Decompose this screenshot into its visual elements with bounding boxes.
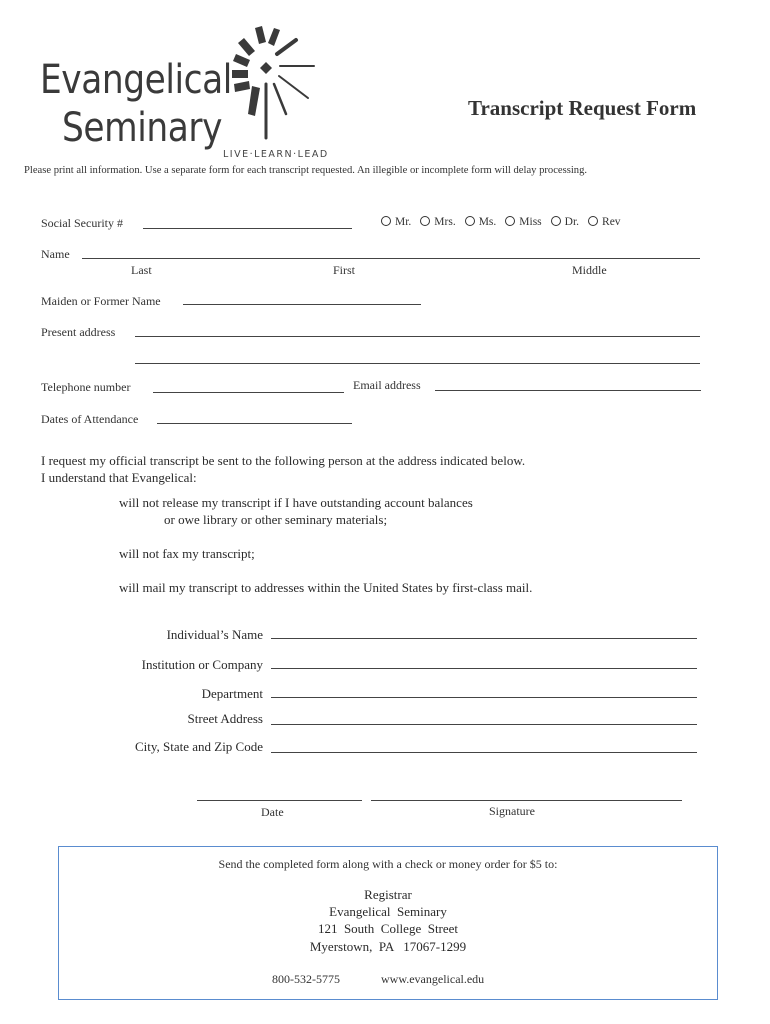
name-middle-caption: Middle xyxy=(572,263,607,277)
radio-icon xyxy=(588,216,598,226)
email-field[interactable] xyxy=(435,390,701,391)
ssn-field[interactable] xyxy=(143,228,352,229)
department-field[interactable] xyxy=(271,697,697,698)
radio-icon xyxy=(551,216,561,226)
address-field-line2[interactable] xyxy=(135,363,700,364)
mailing-intro: Send the completed form along with a check or money order for $5 to: xyxy=(218,857,558,871)
street-address-field[interactable] xyxy=(271,724,697,725)
request-statement: I request my official transcript be sent to the following person at the address indicated below. xyxy=(41,453,526,468)
logo-line2: Seminary xyxy=(62,105,223,151)
signature-field[interactable] xyxy=(371,800,682,801)
individual-name-field[interactable] xyxy=(271,638,697,639)
name-field[interactable] xyxy=(82,258,700,259)
title-option-mr[interactable]: Mr. xyxy=(381,216,411,228)
title-option-ms[interactable]: Ms. xyxy=(465,216,497,228)
instructions-text: Please print all information. Use a separate form for each transcript requested. An illegible or incomplete form will delay processing. xyxy=(24,165,588,176)
maiden-name-field[interactable] xyxy=(183,304,421,305)
individual-name-label: Individual’s Name xyxy=(166,627,263,642)
address-label: Present address xyxy=(41,325,116,339)
telephone-label: Telephone number xyxy=(41,380,131,394)
condition-mail: will mail my transcript to addresses within the United States by first-class mail. xyxy=(119,580,533,595)
name-first-caption: First xyxy=(333,263,356,277)
institution-label: Institution or Company xyxy=(141,657,263,672)
understand-statement: I understand that Evangelical: xyxy=(41,470,197,485)
street-address-label: Street Address xyxy=(187,711,263,726)
radio-icon xyxy=(465,216,475,226)
address-institution: Evangelical Seminary xyxy=(329,904,447,919)
contact-website[interactable]: www.evangelical.edu xyxy=(381,972,485,986)
address-field-line1[interactable] xyxy=(135,336,700,337)
dates-attendance-field[interactable] xyxy=(157,423,352,424)
title-option-dr[interactable]: Dr. xyxy=(551,216,579,228)
institution-field[interactable] xyxy=(271,668,697,669)
mailing-info-box xyxy=(58,846,718,1000)
department-label: Department xyxy=(201,686,263,701)
dates-attendance-label: Dates of Attendance xyxy=(41,412,139,426)
radio-icon xyxy=(420,216,430,226)
condition-balances: will not release my transcript if I have outstanding account balances xyxy=(119,495,473,510)
title-option-rev[interactable]: Rev xyxy=(588,216,621,228)
email-label: Email address xyxy=(353,378,421,392)
date-field[interactable] xyxy=(197,800,362,801)
signature-caption: Signature xyxy=(489,804,535,818)
address-city: Myerstown, PA 17067-1299 xyxy=(309,939,467,954)
sunburst-logo-icon xyxy=(222,20,322,142)
ssn-label: Social Security # xyxy=(41,216,123,230)
page-title: Transcript Request Form xyxy=(468,96,697,120)
address-registrar: Registrar xyxy=(364,887,412,902)
city-state-zip-field[interactable] xyxy=(271,752,697,753)
contact-phone: 800-532-5775 xyxy=(272,972,340,986)
logo-tagline: LIVE·LEARN·LEAD xyxy=(223,149,329,160)
date-caption: Date xyxy=(261,805,284,819)
condition-balances-cont: or owe library or other seminary materials; xyxy=(164,512,388,527)
condition-no-fax: will not fax my transcript; xyxy=(119,546,255,561)
radio-icon xyxy=(381,216,391,226)
title-options xyxy=(381,216,630,228)
address-street: 121 South College Street xyxy=(317,921,459,936)
telephone-field[interactable] xyxy=(153,392,344,393)
name-label: Name xyxy=(41,247,70,261)
city-state-zip-label: City, State and Zip Code xyxy=(134,739,263,754)
title-option-mrs[interactable]: Mrs. xyxy=(420,216,455,228)
maiden-name-label: Maiden or Former Name xyxy=(41,294,161,308)
radio-icon xyxy=(505,216,515,226)
logo-line1: Evangelical xyxy=(40,57,232,103)
name-last-caption: Last xyxy=(131,263,152,277)
title-option-miss[interactable]: Miss xyxy=(505,216,541,228)
